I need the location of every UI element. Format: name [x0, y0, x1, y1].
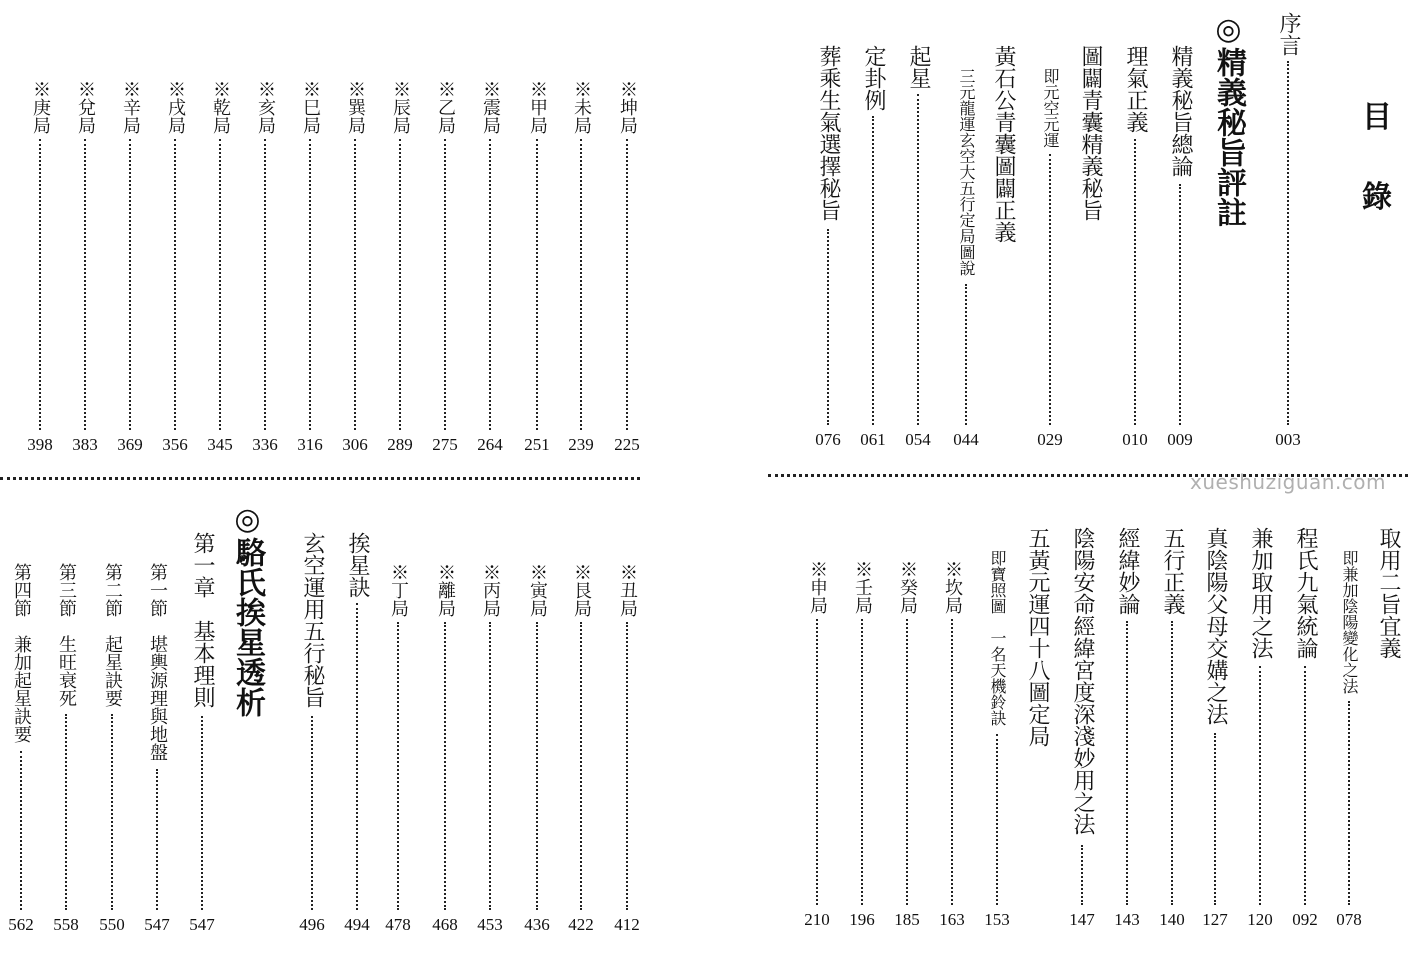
- dot-leader: [1348, 701, 1350, 905]
- page-number: 558: [53, 915, 79, 934]
- dot-leader: [917, 94, 919, 425]
- dot-leader: [444, 622, 446, 910]
- dot-leader: [84, 139, 86, 430]
- page-number: 163: [939, 910, 965, 929]
- page-number: 009: [1167, 430, 1193, 449]
- toc-entry: ※艮局: [571, 563, 592, 617]
- page-number: 003: [1275, 430, 1301, 449]
- toc-entry: 五行正義: [1160, 527, 1185, 615]
- page-number: 147: [1069, 910, 1095, 929]
- page-number: 010: [1122, 430, 1148, 449]
- section-divider-left: [0, 477, 640, 480]
- page-number: 143: [1114, 910, 1140, 929]
- section-heading: ◎精義秘旨評註: [1211, 12, 1246, 227]
- toc-entry: ※辛局: [120, 80, 141, 134]
- dot-leader: [219, 139, 221, 430]
- toc-entry: ※寅局: [527, 563, 548, 617]
- dot-leader: [20, 751, 22, 910]
- toc-entry: 第一節 堪輿源理與地盤: [147, 563, 168, 761]
- page-number: 140: [1159, 910, 1185, 929]
- dot-leader: [626, 622, 628, 910]
- toc-entry: ※戌局: [165, 80, 186, 134]
- dot-leader: [1287, 61, 1289, 425]
- toc-entry: ※壬局: [852, 560, 873, 614]
- page-number: 412: [614, 915, 640, 934]
- toc-entry: 序言: [1276, 12, 1301, 56]
- dot-leader: [354, 139, 356, 430]
- dot-leader: [156, 769, 158, 910]
- dot-leader: [1049, 154, 1051, 425]
- toc-entry: ※申局: [807, 560, 828, 614]
- toc-entry: ※癸局: [897, 560, 918, 614]
- page-number: 547: [189, 915, 215, 934]
- dot-leader: [1126, 621, 1128, 905]
- toc-entry: 即兼加陰陽變化之法: [1340, 550, 1359, 694]
- dot-leader: [1171, 621, 1173, 905]
- toc-entry: ※未局: [571, 80, 592, 134]
- page-number: 369: [117, 435, 143, 454]
- page-number: 383: [72, 435, 98, 454]
- toc-entry: 程氏九氣統論: [1293, 527, 1318, 659]
- toc-entry: 五黃元運四十八圖定局: [1025, 527, 1050, 747]
- toc-entry: ※辰局: [390, 80, 411, 134]
- toc-entry: ※丙局: [480, 563, 501, 617]
- dot-leader: [816, 619, 818, 905]
- toc-entry: 三元龍運玄空大五行定局圖說: [957, 68, 976, 276]
- toc-entry: 即寶照圖 一名天機鈴訣: [988, 550, 1007, 726]
- dot-leader: [626, 139, 628, 430]
- toc-entry: 取用二旨宜義: [1376, 527, 1401, 659]
- page-number: 078: [1336, 910, 1362, 929]
- page-number: 275: [432, 435, 458, 454]
- page-number: 496: [299, 915, 325, 934]
- toc-entry: 即元空元運: [1041, 68, 1060, 148]
- toc-entry: ※亥局: [255, 80, 276, 134]
- dot-leader: [397, 622, 399, 910]
- dot-leader: [580, 139, 582, 430]
- page-number: 153: [984, 910, 1010, 929]
- dot-leader: [951, 619, 953, 905]
- watermark: xueshuziguan.com: [1190, 470, 1387, 494]
- page-number: 494: [344, 915, 370, 934]
- toc-entry: ※坤局: [617, 80, 638, 134]
- page-number: 356: [162, 435, 188, 454]
- toc-entry: 挨星訣: [345, 532, 370, 598]
- toc-entry: ※丁局: [388, 563, 409, 617]
- toc-entry: 真陰陽父母交媾之法: [1203, 527, 1228, 725]
- dot-leader: [1259, 666, 1261, 905]
- toc-entry: ※乙局: [435, 80, 456, 134]
- dot-leader: [1304, 666, 1306, 905]
- toc-entry: 起星: [906, 45, 931, 89]
- page-number: 054: [905, 430, 931, 449]
- toc-entry: 陰陽安命經緯宮度深淺妙用之法: [1070, 527, 1095, 835]
- dot-leader: [201, 716, 203, 910]
- dot-leader: [965, 284, 967, 425]
- dot-leader: [356, 603, 358, 910]
- dot-leader: [39, 139, 41, 430]
- page-number: 345: [207, 435, 233, 454]
- page-number: 239: [568, 435, 594, 454]
- dot-leader: [827, 229, 829, 425]
- page-number: 316: [297, 435, 323, 454]
- toc-entry: 第二節 起星訣要: [102, 563, 123, 707]
- dot-leader: [489, 139, 491, 430]
- toc-entry: 葬乘生氣選擇秘旨: [816, 45, 841, 221]
- toc-entry: ※坎局: [942, 560, 963, 614]
- page-title-mu: 目: [1362, 100, 1392, 135]
- dot-leader: [1081, 845, 1083, 905]
- dot-leader: [309, 139, 311, 430]
- page-number: 547: [144, 915, 170, 934]
- toc-entry: 玄空運用五行秘旨: [300, 532, 325, 708]
- dot-leader: [580, 622, 582, 910]
- page-number: 076: [815, 430, 841, 449]
- page-number: 436: [524, 915, 550, 934]
- section-heading: ◎駱氏挨星透析: [230, 502, 265, 717]
- page-number: 029: [1037, 430, 1063, 449]
- dot-leader: [996, 734, 998, 905]
- page-number: 550: [99, 915, 125, 934]
- dot-leader: [129, 139, 131, 430]
- dot-leader: [1134, 139, 1136, 425]
- toc-entry: 第一章 基本理則: [190, 532, 215, 708]
- toc-entry: 圖闢青囊精義秘旨: [1078, 45, 1103, 221]
- toc-entry: 第三節 生旺衰死: [56, 563, 77, 707]
- dot-leader: [872, 116, 874, 425]
- dot-leader: [536, 139, 538, 430]
- page-number: 120: [1247, 910, 1273, 929]
- page-number: 185: [894, 910, 920, 929]
- toc-entry: ※甲局: [527, 80, 548, 134]
- dot-leader: [861, 619, 863, 905]
- page-number: 478: [385, 915, 411, 934]
- page-number: 398: [27, 435, 53, 454]
- dot-leader: [444, 139, 446, 430]
- page-number: 210: [804, 910, 830, 929]
- page-number: 092: [1292, 910, 1318, 929]
- toc-entry: 兼加取用之法: [1248, 527, 1273, 659]
- toc-entry: ※離局: [435, 563, 456, 617]
- toc-entry: ※巳局: [300, 80, 321, 134]
- toc-entry: ※震局: [480, 80, 501, 134]
- page-number: 336: [252, 435, 278, 454]
- toc-entry: 經緯妙論: [1115, 527, 1140, 615]
- toc-entry: ※乾局: [210, 80, 231, 134]
- dot-leader: [264, 139, 266, 430]
- toc-entry: ※庚局: [30, 80, 51, 134]
- page-number: 196: [849, 910, 875, 929]
- page-number: 306: [342, 435, 368, 454]
- dot-leader: [906, 619, 908, 905]
- dot-leader: [536, 622, 538, 910]
- toc-entry: 理氣正義: [1123, 45, 1148, 133]
- toc-entry: ※兌局: [75, 80, 96, 134]
- dot-leader: [111, 714, 113, 910]
- dot-leader: [489, 622, 491, 910]
- dot-leader: [1214, 733, 1216, 905]
- dot-leader: [174, 139, 176, 430]
- toc-entry: 黃石公青囊圖闢正義: [991, 45, 1016, 243]
- page-title-lu: 錄: [1362, 180, 1392, 215]
- page-number: 251: [524, 435, 550, 454]
- page-number: 422: [568, 915, 594, 934]
- toc-entry: 定卦例: [861, 45, 886, 111]
- toc-entry: ※巽局: [345, 80, 366, 134]
- page-number: 562: [8, 915, 34, 934]
- dot-leader: [311, 716, 313, 910]
- page-number: 264: [477, 435, 503, 454]
- page-number: 225: [614, 435, 640, 454]
- dot-leader: [399, 139, 401, 430]
- page-number: 061: [860, 430, 886, 449]
- toc-entry: 第四節 兼加起星訣要: [11, 563, 32, 743]
- page-number: 453: [477, 915, 503, 934]
- dot-leader: [65, 714, 67, 910]
- dot-leader: [1179, 184, 1181, 425]
- page-number: 044: [953, 430, 979, 449]
- toc-entry: 精義秘旨總論: [1168, 45, 1193, 177]
- page-number: 289: [387, 435, 413, 454]
- toc-entry: ※丑局: [617, 563, 638, 617]
- page-number: 127: [1202, 910, 1228, 929]
- page-number: 468: [432, 915, 458, 934]
